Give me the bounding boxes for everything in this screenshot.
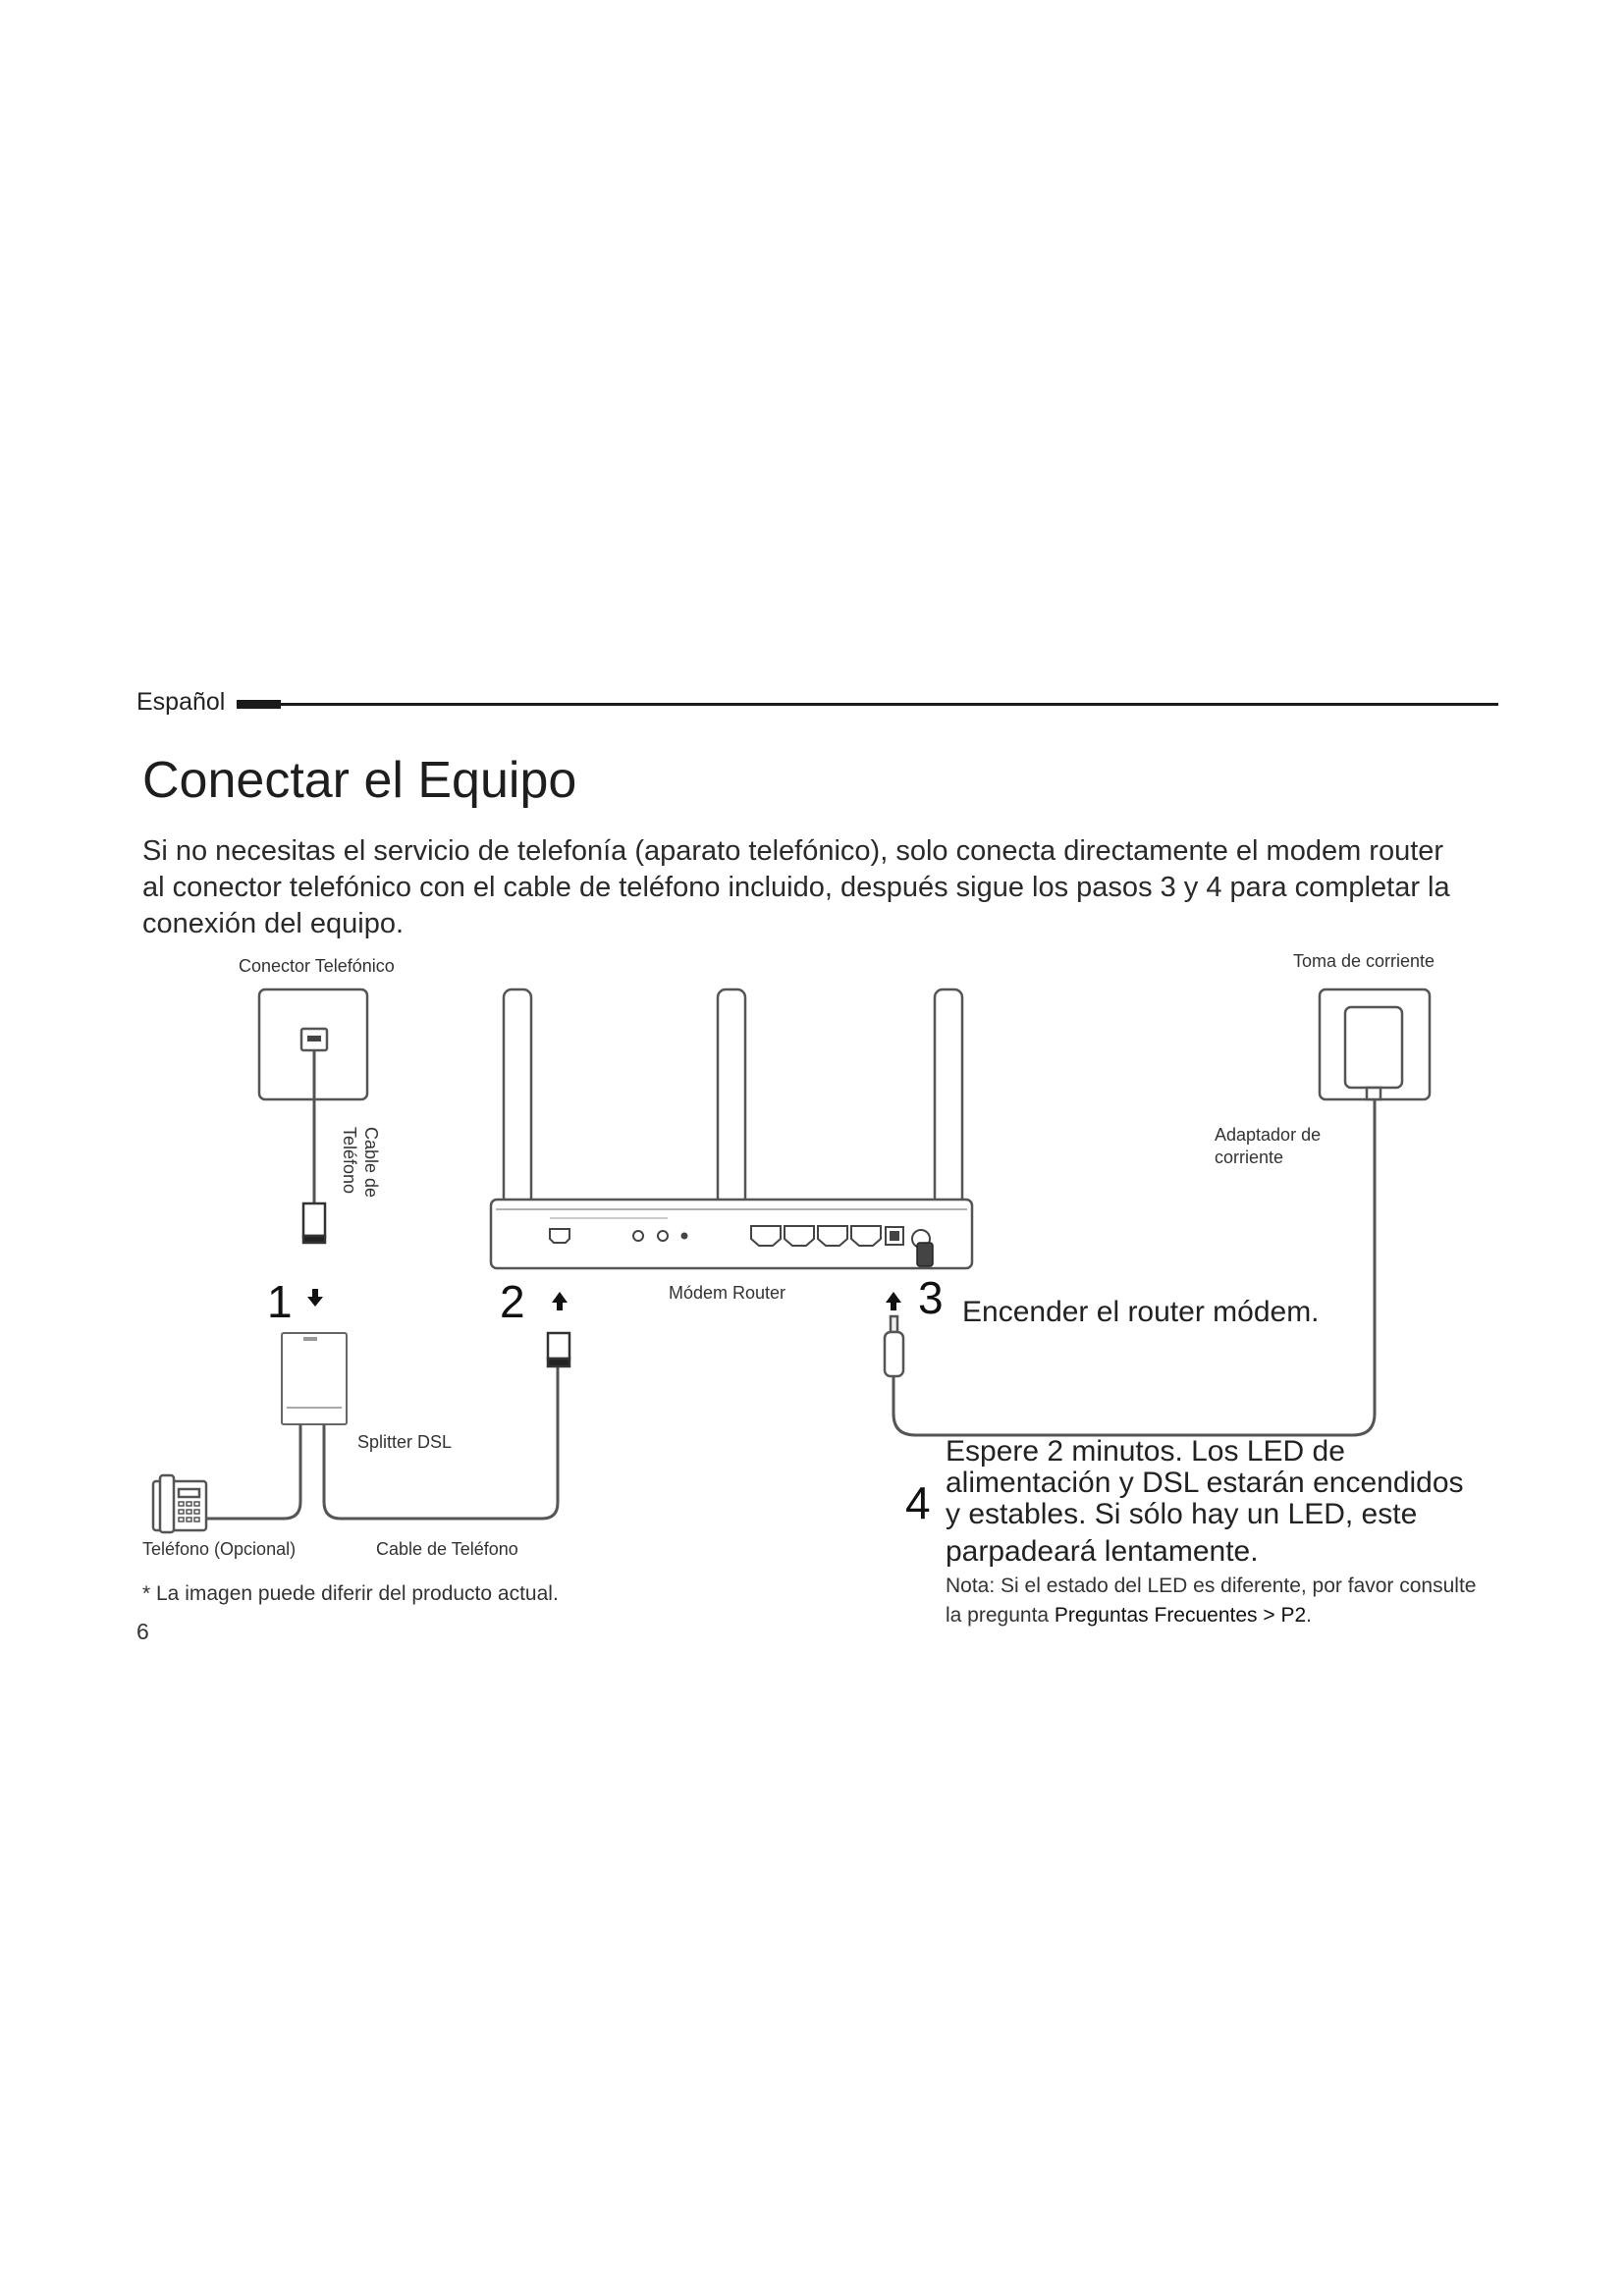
- note-text: .: [1306, 1604, 1313, 1627]
- splitter-icon: [282, 1333, 347, 1424]
- arrow-up-icon: [886, 1292, 901, 1310]
- phone-cable-vertical-label: [292, 1127, 381, 1255]
- intro-line: al conector telefónico con el cable de teléfono incluido, después sigue los pasos 3 y 4 para completar la: [142, 872, 1450, 903]
- antenna-icon: [504, 989, 962, 1205]
- arrow-down-icon: [307, 1289, 323, 1307]
- modem-router-label: Módem Router: [669, 1283, 786, 1303]
- splitter-label: Splitter DSL: [357, 1432, 453, 1452]
- phone-cable-label: Cable de Teléfono: [376, 1539, 518, 1559]
- note-line: Nota: Si el estado del LED es diferente, por favor consulte: [946, 1575, 1477, 1597]
- phone-cable-vertical-line: Cable de: [361, 1127, 381, 1199]
- adapter-label-line: corriente: [1215, 1148, 1284, 1167]
- intro-line: conexión del equipo.: [142, 908, 405, 939]
- phone-cable-vertical-line: Teléfono: [340, 1127, 359, 1195]
- adapter-label: [1215, 1124, 1321, 1169]
- step-4-text: [946, 1436, 1464, 1568]
- page-number: 6: [136, 1619, 149, 1644]
- page-title: Conectar el Equipo: [142, 752, 577, 809]
- arrow-up-icon: [552, 1292, 568, 1310]
- led-note: [946, 1572, 1476, 1630]
- step-4-line: y estables. Si sólo hay un LED, este: [946, 1498, 1418, 1530]
- step-2-number: 2: [500, 1276, 525, 1327]
- step-4-line: Espere 2 minutos. Los LED de: [946, 1435, 1345, 1468]
- language-label: Español: [136, 688, 226, 716]
- router-body: [491, 1200, 972, 1268]
- dc-connector-icon: [885, 1316, 903, 1376]
- adapter-label-line: Adaptador de: [1215, 1125, 1322, 1145]
- rj11-plug-icon: [548, 1333, 569, 1366]
- step-4-line: alimentación y DSL estarán encendidos: [946, 1467, 1464, 1499]
- power-outlet-icon: [1320, 989, 1430, 1099]
- step-3-text: Encender el router módem.: [962, 1296, 1320, 1328]
- faq-reference: Preguntas Frecuentes > P2: [1054, 1604, 1307, 1627]
- step-4-line: parpadeará lentamente.: [946, 1535, 1259, 1568]
- wall-jack-label: Conector Telefónico: [239, 956, 395, 976]
- power-plug-icon: [917, 1243, 933, 1266]
- power-outlet-label: Toma de corriente: [1293, 951, 1435, 971]
- image-disclaimer: * La imagen puede diferir del producto actual.: [142, 1582, 559, 1605]
- telephone-icon: [153, 1475, 206, 1532]
- note-text: la pregunta: [946, 1604, 1055, 1627]
- step-1-number: 1: [267, 1276, 293, 1327]
- phone-optional-label: Teléfono (Opcional): [142, 1539, 297, 1559]
- step-4-number: 4: [905, 1477, 931, 1528]
- note-line: [946, 1601, 1476, 1630]
- intro-line: Si no necesitas el servicio de telefonía (aparato telefónico), solo conecta directamente el modem router: [142, 835, 1444, 867]
- step-3-number: 3: [918, 1272, 944, 1323]
